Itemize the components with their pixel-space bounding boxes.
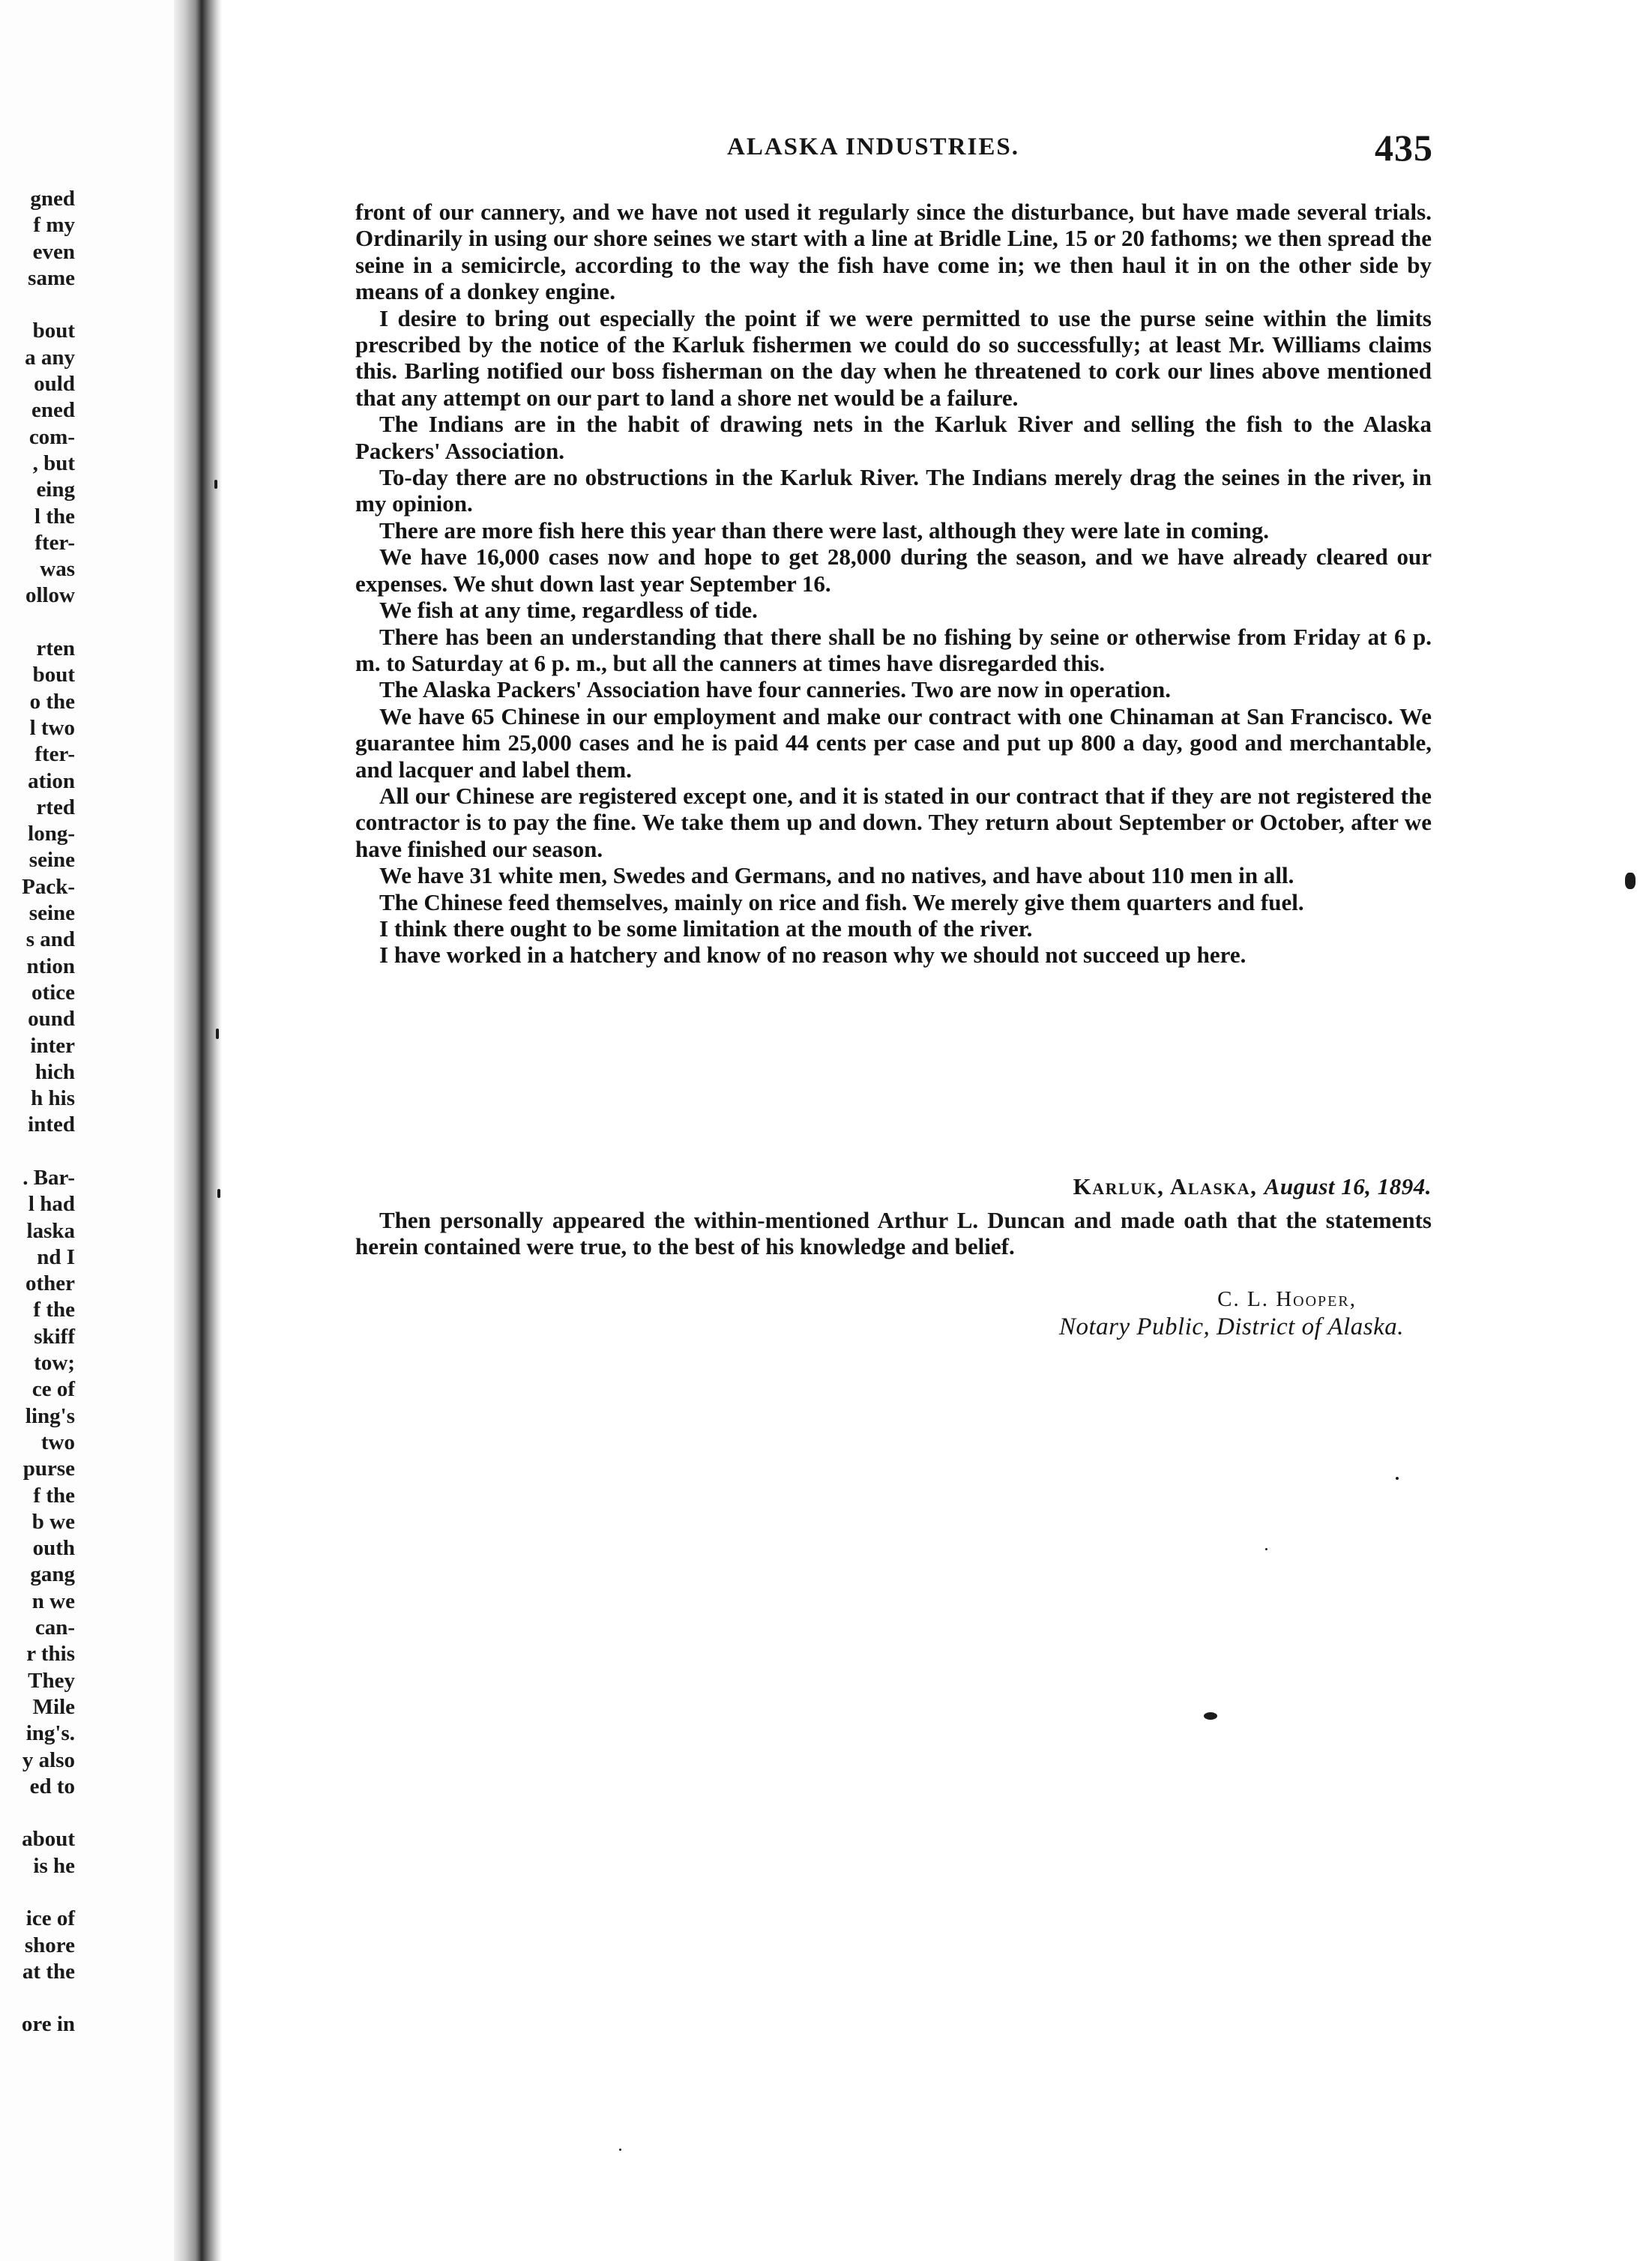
bleed-through-line: tow; — [34, 1351, 75, 1376]
bleed-through-line: bout — [32, 319, 75, 343]
paragraph: There has been an understanding that there shall be no fishing by seine or otherwise from Friday at 6 p. m. to Saturday at 6 p. m., but all the canners at times have disregarded this. — [355, 623, 1432, 676]
bleed-through-line: about — [22, 1827, 75, 1852]
bleed-through-line: ntion — [26, 954, 75, 978]
scan-speck — [1396, 1477, 1399, 1480]
paragraph: There are more fish here this year than there were last, although they were late in coming. — [379, 517, 1270, 544]
scan-speck — [214, 480, 217, 489]
bleed-through-line: s and — [25, 927, 75, 952]
bleed-through-line: ation — [28, 768, 75, 793]
scan-speck — [1625, 873, 1636, 889]
bleed-through-line: Pack- — [22, 874, 75, 899]
paragraph: To-day there are no obstructions in the Karluk River. The Indians merely drag the seines in the river, in my opinion. — [355, 464, 1432, 517]
paragraph: I have worked in a hatchery and know of no reason why we should not succeed up here. — [379, 942, 1246, 969]
bleed-through-line: a any — [25, 345, 75, 370]
bleed-through-line: ice of — [25, 1906, 75, 1931]
bleed-through-line: laska — [26, 1218, 75, 1243]
bleed-through-line: inted — [28, 1113, 75, 1137]
book-spine-shadow — [174, 0, 222, 2261]
bleed-through-line: nd I — [37, 1244, 75, 1269]
bleed-through-line — [0, 1985, 75, 2011]
bleed-through-line: gang — [30, 1562, 75, 1587]
bleed-through-line: rten — [36, 636, 75, 661]
scan-speck — [217, 1189, 220, 1198]
bleed-through-line: rted — [36, 795, 75, 819]
paragraph: We have 31 white men, Swedes and Germans, and no natives, and have about 110 men in all. — [379, 862, 1294, 889]
bleed-through-line: skiff — [34, 1324, 75, 1349]
bleed-through-line: ollow — [25, 583, 75, 608]
bleed-through-line: ed to — [29, 1774, 75, 1798]
bleed-through-line: at the — [22, 1959, 75, 1984]
bleed-through-line: fter- — [34, 742, 75, 767]
bleed-through-line: f the — [33, 1483, 75, 1508]
bleed-through-line: f the — [33, 1298, 75, 1322]
bleed-through-line: purse — [22, 1457, 75, 1481]
bleed-through-line: com- — [28, 424, 75, 449]
bleed-through-line: eing — [36, 478, 75, 502]
bleed-through-line: two — [40, 1430, 75, 1454]
bleed-through-line — [0, 1800, 75, 1826]
paragraph: The Chinese feed themselves, mainly on rice and fish. We merely give them quarters and fuel. — [379, 888, 1304, 915]
scan-speck — [1265, 1548, 1267, 1550]
bleed-through-line: was — [40, 557, 75, 582]
bleed-through-line: ould — [34, 372, 75, 397]
bleed-through-line: y also — [22, 1747, 75, 1772]
paragraph: I think there ought to be some limitation at the mouth of the river. — [379, 915, 1033, 942]
paragraph: I desire to bring out especially the point if we were permitted to use the purse seine within the limits prescribed by the notice of the Karluk fishermen we could do so successfully; at least Mr. Williams claims this. Barling notified our boss fisherman on the day when he threatened to cork our lines above mentioned that any attempt on our part to land a shore net would be a failure. — [355, 304, 1432, 411]
bleed-through-line: ce of — [31, 1377, 75, 1402]
jurat-statement: Then personally appeared the within-mentioned Arthur L. Duncan and made oath that the statements herein contained were true, to the best of his knowledge and belief. — [355, 1207, 1432, 1260]
facing-page-bleed-through-text — [0, 186, 75, 2038]
bleed-through-line: even — [32, 239, 75, 264]
notary-name: C. L. Hooper, — [1217, 1287, 1357, 1311]
bleed-through-line: b we — [31, 1509, 75, 1534]
bleed-through-line: inter — [30, 1033, 75, 1058]
bleed-through-line: otice — [31, 980, 75, 1005]
bleed-through-line: seine — [28, 901, 75, 926]
bleed-through-line: long- — [28, 822, 75, 846]
bleed-through-line: ing's. — [25, 1721, 75, 1746]
bleed-through-line: l the — [34, 504, 75, 529]
bleed-through-line: ore in — [21, 2012, 75, 2037]
scan-speck — [619, 2149, 621, 2151]
dateline-date: August 16, 1894. — [1264, 1173, 1432, 1199]
bleed-through-line — [0, 292, 75, 318]
bleed-through-line: can- — [34, 1616, 75, 1640]
bleed-through-line: ened — [31, 398, 75, 423]
bleed-through-line: r this — [26, 1642, 75, 1667]
scan-speck — [1204, 1712, 1217, 1720]
paragraph: We have 65 Chinese in our employment and make our contract with one Chinaman at San Francisco. We guarantee him 25,000 cases and he is paid 44 cents per case and put up 800 a day, good and merchantable, and lacquer and label them. — [355, 702, 1432, 783]
paragraph: All our Chinese are registered except one, and it is stated in our contract that if they are not registered the contractor is to pay the fine. We take them up and down. They return about September or October, after we have finished our season. — [355, 782, 1432, 862]
bleed-through-line: is he — [33, 1853, 75, 1878]
page-number: 435 — [1375, 127, 1433, 169]
bleed-through-line: hich — [34, 1059, 75, 1084]
bleed-through-line: l had — [28, 1192, 75, 1217]
bleed-through-line: ound — [28, 1007, 75, 1032]
paragraph: We have 16,000 cases now and hope to get 28,000 during the season, and we have already cleared our expenses. We shut down last year September 16. — [355, 544, 1432, 597]
bleed-through-line: gned — [30, 187, 75, 211]
bleed-through-line: . Bar- — [22, 1165, 75, 1190]
bleed-through-line: , but — [32, 451, 75, 475]
page-header — [727, 129, 1432, 168]
dateline-place: Karluk, Alaska, — [1073, 1173, 1258, 1199]
bleed-through-line: n we — [31, 1589, 75, 1613]
bleed-through-line: outh — [32, 1536, 75, 1561]
scan-speck — [216, 1029, 219, 1039]
bleed-through-line — [0, 1879, 75, 1906]
bleed-through-line: other — [25, 1271, 75, 1296]
paragraph: front of our cannery, and we have not used it regularly since the disturbance, but have made several trials. Ordinarily in using our shore seines we start with a line at Bridle Line, 15 or 20 fathoms; we then spread the seine in a semicircle, according to the way the fish have come in; we then haul it in on the other side by means of a donkey engine. — [355, 199, 1432, 305]
bleed-through-line — [0, 609, 75, 636]
paragraph: The Alaska Packers' Association have four canneries. Two are now in operation. — [379, 676, 1172, 703]
notary-title: Notary Public, District of Alaska. — [1058, 1313, 1404, 1340]
bleed-through-line: fter- — [34, 530, 75, 555]
bleed-through-line: seine — [28, 848, 75, 873]
bleed-through-line: ling's — [25, 1403, 75, 1428]
bleed-through-line: same — [28, 265, 75, 290]
dateline — [1073, 1173, 1432, 1200]
paragraph: We fish at any time, regardless of tide. — [379, 597, 758, 624]
bleed-through-line: shore — [24, 1933, 75, 1957]
paragraph: The Indians are in the habit of drawing nets in the Karluk River and selling the fish to the Alaska Packers' Association. — [355, 411, 1432, 464]
bleed-through-line: bout — [32, 663, 75, 687]
bleed-through-line — [0, 1139, 75, 1165]
bleed-through-line: f my — [33, 213, 75, 238]
bleed-through-line: They — [28, 1668, 75, 1693]
testimony-body — [355, 199, 1432, 969]
bleed-through-line: h his — [31, 1086, 75, 1111]
bleed-through-line: o the — [29, 689, 75, 714]
bleed-through-line: l two — [29, 715, 75, 740]
running-title: ALASKA INDUSTRIES. — [727, 133, 1019, 160]
bleed-through-line: Mile — [32, 1694, 75, 1719]
